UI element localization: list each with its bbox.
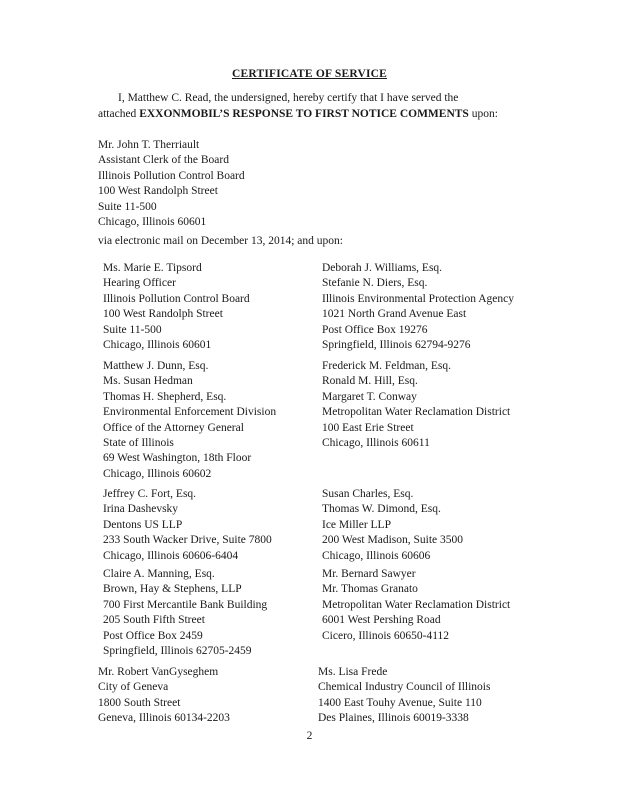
address-line: Stefanie N. Diers, Esq. [322,277,428,290]
address-line: Springfield, Illinois 62794-9276 [322,339,471,352]
address-line: Frederick M. Feldman, Esq. [322,360,452,372]
address-line: Chicago, Illinois 60601 [98,216,207,229]
address-line: 200 West Madison, Suite 3500 [322,534,464,547]
address-line: 1021 North Grand Avenue East [322,308,467,321]
certificate-title: CERTIFICATE OF SERVICE [231,68,388,80]
address-line: Suite 11-500 [98,200,157,213]
address-line: Mr. Thomas Granato [322,583,418,596]
address-line: Deborah J. Williams, Esq. [322,262,443,274]
address-line: Thomas H. Shepherd, Esq. [103,390,227,403]
address-line: Mr. John T. Therriault [98,139,200,151]
address-line: Margaret T. Conway [322,390,417,403]
address-line: Suite 11-500 [103,323,162,336]
address-line: Matthew J. Dunn, Esq. [103,360,209,372]
address-line: Office of the Attorney General [103,421,244,434]
address-line: Post Office Box 19276 [322,323,428,336]
service-address-left [103,261,250,353]
address-line: 100 West Randolph Street [98,185,218,198]
address-line: Des Plaines, Illinois 60019-3338 [318,712,469,725]
address-line: Illinois Environmental Protection Agency [322,292,514,305]
address-line: Chicago, Illinois 60602 [103,467,212,480]
address-line: Ms. Lisa Frede [318,666,388,678]
address-line: Thomas W. Dimond, Esq. [322,503,441,516]
intro-line-2 [98,106,538,122]
address-line: Ms. Susan Hedman [103,375,193,388]
address-line: Claire A. Manning, Esq. [103,568,215,580]
address-line: 205 South Fifth Street [103,614,205,627]
address-line: 233 South Wacker Drive, Suite 7800 [103,534,272,547]
address-line: Assistant Clerk of the Board [98,154,229,167]
address-line: Environmental Enforcement Division [103,406,277,419]
intro-suffix: upon: [468,108,498,120]
address-line: Metropolitan Water Reclamation District [322,598,511,611]
service-address-right [322,487,463,564]
address-line: Hearing Officer [103,277,176,290]
address-line: Springfield, Illinois 62705-2459 [103,645,252,658]
address-line: 100 East Erie Street [322,421,414,434]
address-line: Mr. Robert VanGyseghem [98,666,219,678]
address-line: Mr. Bernard Sawyer [322,568,416,580]
address-line: State of Illinois [103,437,174,450]
service-address-right [318,665,490,727]
service-address-right [322,261,514,353]
address-line: 700 First Mercantile Bank Building [103,598,268,611]
address-line: Illinois Pollution Control Board [98,169,245,182]
address-line: Ms. Marie E. Tipsord [103,262,202,274]
address-line: 1400 East Touhy Avenue, Suite 110 [318,696,482,709]
service-address-left [103,487,272,564]
service-address-left [103,567,267,659]
service-method-line: via electronic mail on December 13, 2014; and upon: [98,235,343,247]
address-line: Chemical Industry Council of Illinois [318,681,491,694]
address-line: Chicago, Illinois 60601 [103,339,212,352]
service-address-right [322,567,510,644]
address-line: 69 West Washington, 18th Floor [103,452,252,465]
address-line: Dentons US LLP [103,518,183,531]
intro-prefix: attached [98,108,140,120]
address-line: 100 West Randolph Street [103,308,223,321]
page-number: 2 [306,730,313,742]
intro-paragraph [98,90,538,122]
address-line: Jeffrey C. Fort, Esq. [103,488,197,500]
address-line: Irina Dashevsky [103,503,179,516]
address-line: Chicago, Illinois 60606-6404 [103,549,239,562]
document-title-bold: EXXONMOBIL’S RESPONSE TO FIRST NOTICE COMMENTS [139,108,469,120]
intro-line-1: I, Matthew C. Read, the undersigned, hereby certify that I have served the [118,92,459,104]
address-line: Ice Miller LLP [322,518,391,531]
service-address-right [322,359,510,451]
address-line: 6001 West Pershing Road [322,614,441,627]
address-line: Susan Charles, Esq. [322,488,414,500]
address-line: Ronald M. Hill, Esq. [322,375,418,388]
address-line: Brown, Hay & Stephens, LLP [103,583,242,596]
address-line: 1800 South Street [98,696,181,709]
address-line: Chicago, Illinois 60611 [322,437,430,450]
address-line: Illinois Pollution Control Board [103,292,250,305]
address-line: Chicago, Illinois 60606 [322,549,431,562]
primary-recipient-address [98,138,245,230]
address-line: City of Geneva [98,681,169,694]
service-address-left [103,359,276,482]
address-line: Metropolitan Water Reclamation District [322,406,511,419]
service-address-left [98,665,230,727]
address-line: Post Office Box 2459 [103,629,203,642]
address-line: Geneva, Illinois 60134-2203 [98,712,230,725]
address-line: Cicero, Illinois 60650-4112 [322,629,450,642]
